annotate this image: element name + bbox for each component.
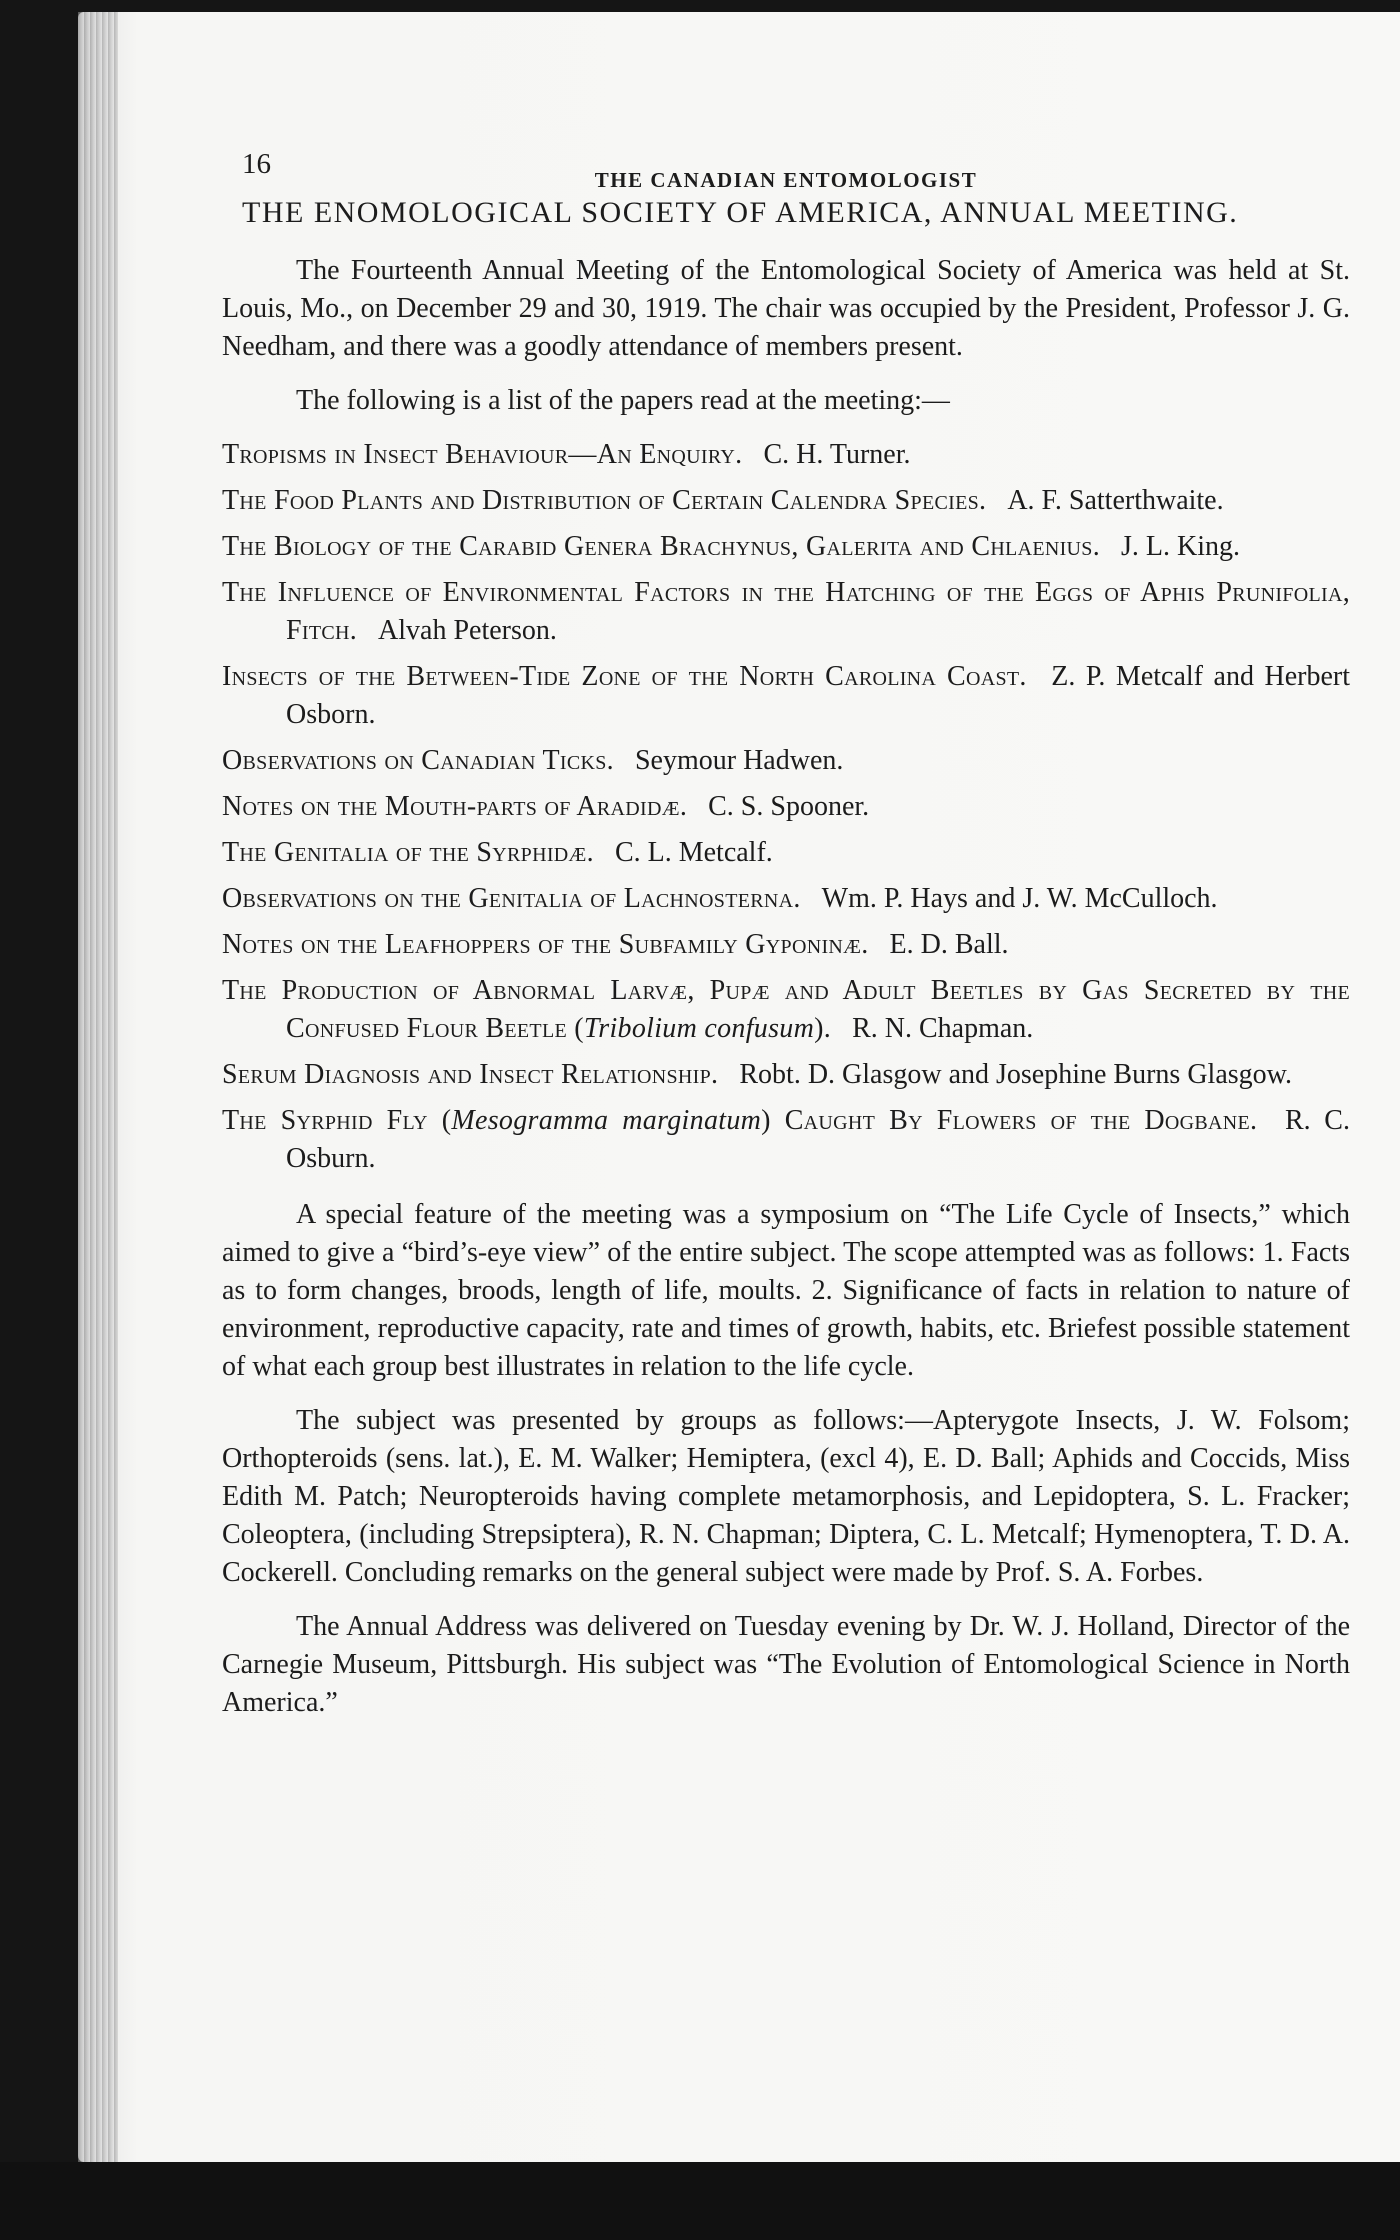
paper-authors: Alvah Peterson.	[378, 615, 557, 646]
paper-entry	[222, 1102, 1350, 1178]
paper-entry	[222, 528, 1350, 566]
papers-list	[222, 436, 1350, 1178]
symposium-groups-paragraph: The subject was presented by groups as follows:—Apterygote Insects, J. W. Folsom; Orthopteroids (sens. lat.), E. M. Walker; Hemiptera, (excl 4), E. D. Ball; Aphids and Coccids, Miss Edith M. Patch; Neuropteroids having complete metamorphosis, and Lepidoptera, S. L. Fracker; Coleoptera, (including Strepsiptera), R. N. Chapman; Diptera, C. L. Metcalf; Hymenoptera, T. D. A. Cockerell. Concluding remarks on the general subject were made by Prof. S. A. Forbes.	[222, 1405, 1350, 1588]
paper-authors: A. F. Satterthwaite.	[1007, 485, 1224, 516]
paper-entry	[222, 482, 1350, 520]
page-content	[222, 148, 1350, 1738]
paper-entry	[222, 742, 1350, 780]
paper-title: Insects of the Between-Tide Zone of the North Carolina Coast.	[222, 661, 1027, 692]
paper-entry	[222, 834, 1350, 872]
paper-title: Notes on the Leafhoppers of the Subfamily Gyponinæ.	[222, 929, 869, 960]
book-spine-edge	[78, 12, 118, 2162]
paper-entry	[222, 972, 1350, 1048]
paper-title: The Production of Abnormal Larvæ, Pupæ and Adult Beetles by Gas Secreted by the Confused Flour Beetle (Tribolium confusum).	[222, 975, 1350, 1044]
paper-entry	[222, 436, 1350, 474]
paper-title: The Food Plants and Distribution of Certain Calendra Species.	[222, 485, 987, 516]
paper-authors: C. H. Turner.	[763, 439, 911, 470]
paper-title: Observations on the Genitalia of Lachnosterna.	[222, 883, 801, 914]
paper-entry	[222, 1056, 1350, 1094]
paper-title: Observations on Canadian Ticks.	[222, 745, 614, 776]
running-head	[222, 148, 1350, 196]
paper-title: Tropisms in Insect Behaviour—An Enquiry.	[222, 439, 743, 470]
paper-title: Notes on the Mouth-parts of Aradidæ.	[222, 791, 688, 822]
paper-authors: C. L. Metcalf.	[614, 837, 773, 868]
paper-authors: R. C. Osburn.	[286, 1105, 1350, 1174]
paper-authors: Robt. D. Glasgow and Josephine Burns Glasgow.	[739, 1059, 1293, 1090]
paper-entry	[222, 926, 1350, 964]
journal-title: THE CANADIAN ENTOMOLOGIST	[594, 168, 978, 192]
annual-address-paragraph: The Annual Address was delivered on Tuesday evening by Dr. W. J. Holland, Director of the Carnegie Museum, Pittsburgh. His subject was “The Evolution of Entomological Science in North America.”	[222, 1611, 1350, 1718]
paper-authors: Z. P. Metcalf and Herbert Osborn.	[286, 661, 1351, 730]
paper-authors: R. N. Chapman.	[852, 1013, 1034, 1044]
page-number: 16	[242, 148, 271, 180]
symposium-paragraph: A special feature of the meeting was a symposium on “The Life Cycle of Insects,” which aimed to give a “bird’s-eye view” of the entire subject. The scope attempted was as follows: 1. Facts as to form changes, broods, length of life, moults. 2. Significance of facts in relation to nature of environment, reproductive capacity, rate and times of growth, habits, etc. Briefest possible statement of what each group best illustrates in relation to the life cycle.	[222, 1199, 1350, 1382]
paper-title: The Syrphid Fly (Mesogramma marginatum) Caught By Flowers of the Dogbane.	[222, 1105, 1258, 1136]
paper-authors: C. S. Spooner.	[708, 791, 870, 822]
scan-bottom-margin	[0, 2162, 1400, 2240]
paper-title: Serum Diagnosis and Insect Relationship.	[222, 1059, 719, 1090]
paper-title: The Influence of Environmental Factors in the Hatching of the Eggs of Aphis Prunifolia, Fitch.	[222, 577, 1350, 646]
paper-authors: J. L. King.	[1121, 531, 1241, 562]
paper-title: The Biology of the Carabid Genera Brachynus, Galerita and Chlaenius.	[222, 531, 1101, 562]
paper-entry	[222, 574, 1350, 650]
paper-authors: E. D. Ball.	[889, 929, 1009, 960]
paper-authors: Seymour Hadwen.	[634, 745, 844, 776]
paper-title: The Genitalia of the Syrphidæ.	[222, 837, 594, 868]
paper-entry	[222, 880, 1350, 918]
intro-paragraph: The Fourteenth Annual Meeting of the Entomological Society of America was held at St. Louis, Mo., on December 29 and 30, 1919. The chair was occupied by the President, Professor J. G. Needham, and there was a goodly attendance of members present.	[222, 255, 1350, 362]
section-title: THE ENOMOLOGICAL SOCIETY OF AMERICA, ANNUAL MEETING.	[242, 196, 1239, 229]
papers-list-intro: The following is a list of the papers read at the meeting:—	[296, 385, 950, 416]
paper-entry	[222, 788, 1350, 826]
paper-entry	[222, 658, 1350, 734]
paper-authors: Wm. P. Hays and J. W. McCulloch.	[821, 883, 1218, 914]
